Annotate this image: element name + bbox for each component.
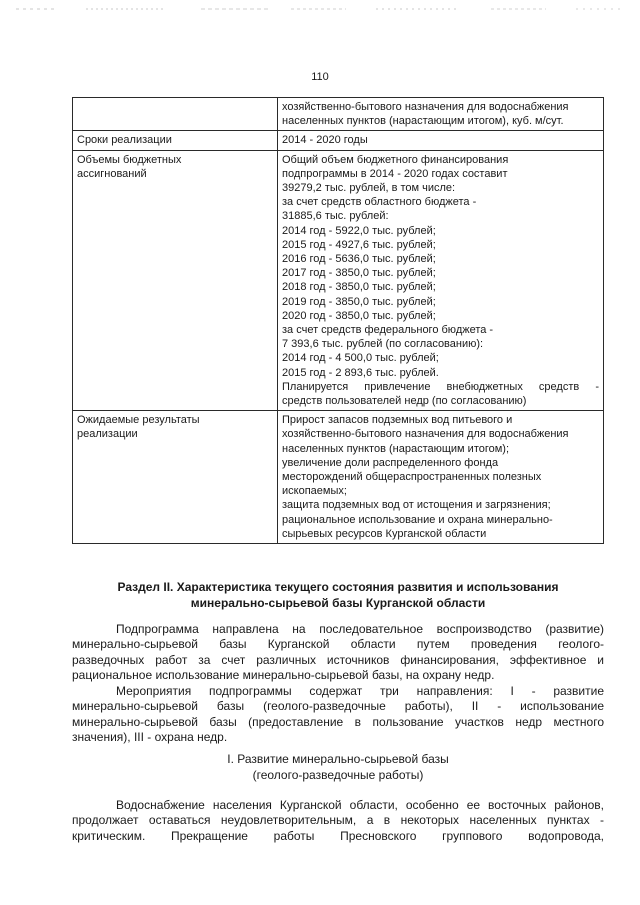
value-line: населенных пунктов (нарастающим итогом); — [282, 442, 510, 455]
paragraph-purpose — [72, 622, 604, 684]
table-label-cell — [73, 131, 278, 150]
table-label-cell — [73, 150, 278, 411]
paragraph-line: Водоснабжение населения Курганской области, особенно ее восточных районов, — [116, 798, 604, 812]
label-line: Ожидаемые результаты — [77, 414, 200, 427]
value-line: 2019 год - 3850,0 тыс. рублей; — [282, 295, 436, 308]
value-line: 31885,6 тыс. рублей: — [282, 210, 389, 223]
table-value-cell — [278, 411, 604, 544]
subprogram-passport-table — [72, 97, 604, 544]
table-label-cell — [73, 411, 278, 544]
paragraph-directions — [72, 684, 604, 746]
value-line: 39279,2 тыс. рублей, в том числе: — [282, 182, 456, 195]
value-line: 2017 год - 3850,0 тыс. рублей; — [282, 267, 436, 280]
value-line: 2015 год - 4927,6 тыс. рублей; — [282, 238, 436, 251]
table-row — [73, 411, 604, 544]
paragraph-line: продолжает оставаться неудовлетворительным, а в некоторых населенных пунктах - — [72, 813, 604, 828]
paragraph-line: минерально-сырьевой базы (предоставление в пользование участков недр местного — [72, 714, 604, 729]
section-title-line: минерально-сырьевой базы Курганской области — [190, 596, 486, 610]
value-line: защита подземных вод от истощения и загрязнения; — [282, 499, 551, 512]
value-line: Прирост запасов подземных вод питьевого и — [282, 414, 513, 427]
subheading-line: (геолого-разведочные работы) — [252, 768, 424, 782]
value-line: 2015 год - 2 893,6 тыс. рублей. — [282, 366, 439, 379]
table-label-cell — [73, 98, 278, 131]
value-line: 2018 год - 3850,0 тыс. рублей; — [282, 281, 436, 294]
value-line: увеличение доли распределенного фонда — [282, 456, 499, 469]
value-line: хозяйственно-бытового назначения для водоснабжения — [282, 428, 569, 441]
label-line: Сроки реализации — [77, 134, 172, 147]
paragraph-line: рациональное использование минерально-сырьевой базы, на охрану недр. — [72, 668, 495, 683]
value-line: подпрограммы в 2014 - 2020 годах составит — [282, 167, 508, 180]
table-value-cell — [278, 150, 604, 411]
label-line: Объемы бюджетных — [77, 153, 182, 166]
value-line: месторождений общераспространенных полезных — [282, 471, 542, 484]
value-line: Общий объем бюджетного финансирования — [282, 153, 509, 166]
section-title — [72, 579, 604, 611]
value-line: ископаемых; — [282, 485, 347, 498]
value-line: 7 393,6 тыс. рублей (по согласованию): — [282, 338, 484, 351]
paragraph-line: минерально-сырьевой базы (геолого-разведочные работы), II - использование — [72, 699, 604, 714]
table-row — [73, 131, 604, 150]
scan-artifact-lines — [16, 7, 624, 11]
table-value-cell — [278, 98, 604, 131]
label-line: реализации — [77, 428, 138, 441]
table-row — [73, 98, 604, 131]
label-line: ассигнований — [77, 167, 147, 180]
value-line: 2016 год - 5636,0 тыс. рублей; — [282, 253, 436, 266]
value-line: средств пользователей недр (по согласованию) — [282, 395, 527, 408]
paragraph-line: Подпрограмма направлена на последовательное воспроизводство (развитие) — [116, 622, 604, 636]
value-line: населенных пунктов (нарастающим итогом), куб. м/сут. — [282, 115, 564, 128]
table-value-cell — [278, 131, 604, 150]
page-number: 110 — [311, 71, 329, 83]
value-line: сырьевых ресурсов Курганской области — [282, 527, 487, 540]
value-line: за счет средств областного бюджета - — [282, 196, 477, 209]
paragraph-line: разведочных работ за счет различных источников финансирования, эффективное и — [72, 652, 604, 667]
value-line: 2014 год - 4 500,0 тыс. рублей; — [282, 352, 439, 365]
subsection-heading — [72, 751, 604, 783]
paragraph-water-supply — [72, 798, 604, 844]
value-line: 2014 - 2020 годы — [282, 134, 368, 147]
value-line: хозяйственно-бытового назначения для водоснабжения — [282, 101, 569, 113]
table-row — [73, 150, 604, 411]
section-title-line: Раздел II. Характеристика текущего состояния развития и использования — [117, 580, 559, 594]
value-line: Планируется привлечение внебюджетных средств - — [282, 380, 599, 393]
value-line: 2020 год - 3850,0 тыс. рублей; — [282, 309, 436, 322]
subheading-line: I. Развитие минерально-сырьевой базы — [227, 752, 449, 766]
paragraph-line: минерально-сырьевой базы Курганской области путем проведения геолого- — [72, 637, 604, 652]
paragraph-line: значения), III - охрана недр. — [72, 730, 228, 745]
value-line: рациональное использование и охрана минерально- — [282, 513, 553, 526]
value-line: за счет средств федерального бюджета - — [282, 324, 494, 337]
paragraph-line: критическим. Прекращение работы Пресновского группового водопровода, — [72, 828, 604, 843]
paragraph-line: Мероприятия подпрограммы содержат три направления: I - развитие — [116, 684, 604, 698]
value-line: 2014 год - 5922,0 тыс. рублей; — [282, 224, 436, 237]
